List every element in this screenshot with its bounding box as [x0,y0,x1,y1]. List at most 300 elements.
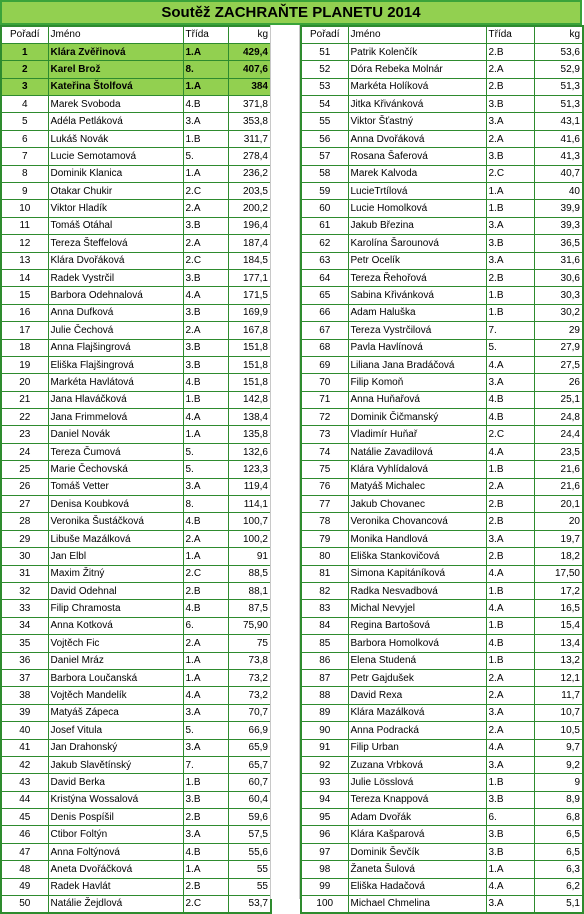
rank-cell: 8 [1,165,48,182]
rank-cell: 96 [301,826,348,843]
kg-cell: 169,9 [228,304,271,321]
name-cell: Tomáš Vetter [48,478,183,495]
rank-cell: 10 [1,200,48,217]
table-row [301,843,583,860]
class-cell: 1.B [486,617,534,634]
rank-cell: 86 [301,652,348,669]
kg-cell: 6,2 [534,878,583,895]
table-row [301,200,583,217]
class-cell: 2.A [183,235,228,252]
rank-cell: 80 [301,548,348,565]
rank-cell: 73 [301,426,348,443]
class-cell: 1.A [183,165,228,182]
page-title: Soutěž ZACHRAŇTE PLANETU 2014 [0,0,582,25]
rank-cell: 70 [301,374,348,391]
kg-cell: 138,4 [228,409,271,426]
table-row [1,322,271,339]
rank-cell: 29 [1,530,48,547]
table-row [301,113,583,130]
name-cell: Denis Pospíšil [48,809,183,826]
table-row [301,443,583,460]
rank-cell: 94 [301,791,348,808]
rank-cell: 36 [1,652,48,669]
rank-cell: 16 [1,304,48,321]
table-row [301,287,583,304]
class-cell: 1.B [486,461,534,478]
rank-cell: 17 [1,322,48,339]
table-row [1,113,271,130]
name-cell: Eliška Flajšingrová [48,356,183,373]
rank-cell: 69 [301,356,348,373]
rank-cell: 83 [301,600,348,617]
rank-cell: 14 [1,269,48,286]
table-row [1,774,271,791]
rank-cell: 42 [1,756,48,773]
table-row [1,617,271,634]
table-row [301,583,583,600]
class-cell: 4.A [183,687,228,704]
rank-cell: 25 [1,461,48,478]
name-cell: Tomáš Otáhal [48,217,183,234]
rank-cell: 32 [1,583,48,600]
rank-cell: 1 [1,43,48,60]
class-cell: 8. [183,61,228,78]
kg-cell: 73,2 [228,669,271,686]
class-cell: 2.B [486,43,534,60]
results-table-right [300,25,584,914]
class-cell: 1.A [183,861,228,878]
rank-cell: 57 [301,148,348,165]
table-row [301,791,583,808]
class-cell: 4.A [486,356,534,373]
kg-cell: 60,4 [228,791,271,808]
table-row [301,896,583,913]
class-cell: 4.A [486,443,534,460]
name-cell: Karel Brož [48,61,183,78]
table-row [301,617,583,634]
kg-cell: 11,7 [534,687,583,704]
class-cell: 3.A [486,252,534,269]
table-row [1,600,271,617]
class-cell: 3.A [486,113,534,130]
class-cell: 3.B [486,96,534,113]
name-cell: Jana Frimmelová [48,409,183,426]
table-row [1,722,271,739]
name-cell: Natálie Žejdlová [48,896,183,913]
class-cell: 4.A [183,287,228,304]
kg-cell: 200,2 [228,200,271,217]
name-cell: Matyáš Zápeca [48,704,183,721]
table-row [1,287,271,304]
name-cell: Jan Elbl [48,548,183,565]
name-cell: David Odehnal [48,583,183,600]
rank-cell: 54 [301,96,348,113]
rank-cell: 81 [301,565,348,582]
table-row [301,478,583,495]
table-row [1,756,271,773]
name-cell: Julie Lösslová [348,774,486,791]
class-cell: 1.A [183,548,228,565]
name-cell: Anna Podracká [348,722,486,739]
rank-cell: 51 [301,43,348,60]
kg-cell: 6,5 [534,826,583,843]
class-cell: 2.B [486,548,534,565]
class-cell: 3.A [486,896,534,913]
name-cell: Maxim Žitný [48,565,183,582]
name-cell: Jakub Slavětínský [48,756,183,773]
table-row [301,722,583,739]
kg-cell: 196,4 [228,217,271,234]
rank-cell: 39 [1,704,48,721]
table-row [301,548,583,565]
rank-cell: 4 [1,96,48,113]
name-cell: Liliana Jana Bradáčová [348,356,486,373]
table-row [301,409,583,426]
table-row [301,861,583,878]
table-row [1,548,271,565]
class-cell: 2.C [183,565,228,582]
header-kg: kg [534,26,583,43]
rank-cell: 85 [301,635,348,652]
table-row [1,148,271,165]
kg-cell: 27,5 [534,356,583,373]
rank-cell: 55 [301,113,348,130]
rank-cell: 21 [1,391,48,408]
name-cell: Veronika Chovancová [348,513,486,530]
table-row [1,391,271,408]
class-cell: 5. [183,148,228,165]
kg-cell: 91 [228,548,271,565]
class-cell: 5. [183,461,228,478]
name-cell: Elena Studená [348,652,486,669]
kg-cell: 41,6 [534,130,583,147]
table-row [1,356,271,373]
class-cell: 1.B [183,130,228,147]
table-row [301,756,583,773]
name-cell: Jakub Chovanec [348,496,486,513]
class-cell: 4.B [183,374,228,391]
name-cell: Filip Komoň [348,374,486,391]
name-cell: Matyáš Michalec [348,478,486,495]
class-cell: 6. [183,617,228,634]
header-rank: Pořadí [301,26,348,43]
rank-cell: 3 [1,78,48,95]
table-row [1,496,271,513]
name-cell: Marek Svoboda [48,96,183,113]
table-row [301,826,583,843]
class-cell: 3.A [183,704,228,721]
table-row [301,809,583,826]
kg-cell: 87,5 [228,600,271,617]
name-cell: Karolína Šarounová [348,235,486,252]
kg-cell: 132,6 [228,443,271,460]
kg-cell: 29 [534,322,583,339]
class-cell: 4.A [486,739,534,756]
rank-cell: 89 [301,704,348,721]
name-cell: Radek Vystrčil [48,269,183,286]
table-row [1,235,271,252]
name-cell: Marek Kalvoda [348,165,486,182]
class-cell: 4.B [183,96,228,113]
name-cell: Jakub Březina [348,217,486,234]
kg-cell: 17,50 [534,565,583,582]
table-row [1,687,271,704]
name-cell: Pavla Havlínová [348,339,486,356]
rank-cell: 59 [301,183,348,200]
class-cell: 1.B [486,200,534,217]
class-cell: 2.B [486,269,534,286]
name-cell: Jan Drahonský [48,739,183,756]
rank-cell: 76 [301,478,348,495]
kg-cell: 27,9 [534,339,583,356]
rank-cell: 41 [1,739,48,756]
table-row [301,165,583,182]
kg-cell: 429,4 [228,43,271,60]
rank-cell: 58 [301,165,348,182]
kg-cell: 9 [534,774,583,791]
rank-cell: 22 [1,409,48,426]
name-cell: Aneta Dvořáčková [48,861,183,878]
rank-cell: 88 [301,687,348,704]
table-row [301,148,583,165]
kg-cell: 167,8 [228,322,271,339]
table-row [1,635,271,652]
rank-cell: 13 [1,252,48,269]
name-cell: Tereza Šteffelová [48,235,183,252]
table-row [1,252,271,269]
rank-cell: 78 [301,513,348,530]
kg-cell: 30,6 [534,269,583,286]
name-cell: Libuše Mazálková [48,530,183,547]
kg-cell: 75,90 [228,617,271,634]
rank-cell: 95 [301,809,348,826]
table-row [301,687,583,704]
rank-cell: 7 [1,148,48,165]
table-row [1,704,271,721]
kg-cell: 55,6 [228,843,271,860]
class-cell: 5. [183,443,228,460]
class-cell: 3.A [183,113,228,130]
class-cell: 2.B [486,496,534,513]
rank-cell: 33 [1,600,48,617]
rank-cell: 12 [1,235,48,252]
name-cell: Adam Haluška [348,304,486,321]
rank-cell: 45 [1,809,48,826]
rank-cell: 75 [301,461,348,478]
kg-cell: 6,3 [534,861,583,878]
name-cell: Kateřina Štolfová [48,78,183,95]
rank-cell: 100 [301,896,348,913]
rank-cell: 74 [301,443,348,460]
class-cell: 1.B [486,774,534,791]
table-row [1,130,271,147]
kg-cell: 20 [534,513,583,530]
kg-cell: 51,3 [534,96,583,113]
rank-cell: 93 [301,774,348,791]
name-cell: Patrik Kolenčík [348,43,486,60]
name-cell: Barbora Homolková [348,635,486,652]
table-row [1,461,271,478]
name-cell: Lucie Homolková [348,200,486,217]
table-row [1,426,271,443]
table-row [301,78,583,95]
table-row [301,217,583,234]
name-cell: Barbora Loučanská [48,669,183,686]
table-row [301,530,583,547]
name-cell: Klára Zvěřinová [48,43,183,60]
class-cell: 3.B [486,826,534,843]
name-cell: Tereza Čumová [48,443,183,460]
class-cell: 2.A [486,687,534,704]
kg-cell: 16,5 [534,600,583,617]
class-cell: 4.B [486,409,534,426]
kg-cell: 171,5 [228,287,271,304]
class-cell: 3.B [183,356,228,373]
name-cell: LucieTrtílová [348,183,486,200]
rank-cell: 34 [1,617,48,634]
table-row [1,183,271,200]
name-cell: Tereza Vystrčilová [348,322,486,339]
class-cell: 1.B [486,652,534,669]
class-cell: 4.A [486,565,534,582]
rank-cell: 2 [1,61,48,78]
kg-cell: 40 [534,183,583,200]
name-cell: Lucie Semotamová [48,148,183,165]
kg-cell: 17,2 [534,583,583,600]
table-row [301,96,583,113]
table-row [301,600,583,617]
name-cell: Vladimír Huňař [348,426,486,443]
rank-cell: 46 [1,826,48,843]
name-cell: Radka Nesvadbová [348,583,486,600]
kg-cell: 66,9 [228,722,271,739]
table-row [301,391,583,408]
rank-cell: 40 [1,722,48,739]
kg-cell: 184,5 [228,252,271,269]
kg-cell: 8,9 [534,791,583,808]
name-cell: Žaneta Šulová [348,861,486,878]
class-cell: 4.A [486,600,534,617]
table-row [1,565,271,582]
table-row [301,878,583,895]
kg-cell: 75 [228,635,271,652]
table-row [301,322,583,339]
rank-cell: 92 [301,756,348,773]
kg-cell: 43,1 [534,113,583,130]
class-cell: 3.A [486,217,534,234]
class-cell: 1.B [486,583,534,600]
kg-cell: 39,3 [534,217,583,234]
class-cell: 1.A [183,669,228,686]
name-cell: Regina Bartošová [348,617,486,634]
name-cell: Petr Ocelík [348,252,486,269]
kg-cell: 311,7 [228,130,271,147]
kg-cell: 12,1 [534,669,583,686]
name-cell: Tereza Řehořová [348,269,486,286]
kg-cell: 55 [228,878,271,895]
kg-cell: 119,4 [228,478,271,495]
kg-cell: 187,4 [228,235,271,252]
class-cell: 2.A [486,478,534,495]
table-row [301,339,583,356]
class-cell: 3.A [486,704,534,721]
name-cell: Anna Huňařová [348,391,486,408]
kg-cell: 142,8 [228,391,271,408]
rank-cell: 49 [1,878,48,895]
kg-cell: 19,7 [534,530,583,547]
class-cell: 3.A [486,756,534,773]
rank-cell: 19 [1,356,48,373]
name-cell: Anna Flajšingrová [48,339,183,356]
name-cell: Kristýna Wossalová [48,791,183,808]
kg-cell: 55 [228,861,271,878]
class-cell: 1.B [486,287,534,304]
name-cell: Anna Dvořáková [348,130,486,147]
rank-cell: 28 [1,513,48,530]
name-cell: Klára Mazálková [348,704,486,721]
name-cell: Klára Kašparová [348,826,486,843]
name-cell: Filip Chramosta [48,600,183,617]
class-cell: 1.A [183,43,228,60]
rank-cell: 65 [301,287,348,304]
table-row [1,269,271,286]
kg-cell: 41,3 [534,148,583,165]
name-cell: Barbora Odehnalová [48,287,183,304]
class-cell: 8. [183,496,228,513]
kg-cell: 9,7 [534,739,583,756]
kg-cell: 177,1 [228,269,271,286]
kg-cell: 236,2 [228,165,271,182]
table-row [301,183,583,200]
name-cell: David Berka [48,774,183,791]
name-cell: Viktor Hladík [48,200,183,217]
name-cell: Natálie Zavadilová [348,443,486,460]
table-row [1,339,271,356]
kg-cell: 114,1 [228,496,271,513]
name-cell: Zuzana Vrbková [348,756,486,773]
class-cell: 4.B [183,843,228,860]
name-cell: Eliška Hadačová [348,878,486,895]
class-cell: 3.B [183,339,228,356]
rank-cell: 62 [301,235,348,252]
kg-cell: 31,6 [534,252,583,269]
kg-cell: 151,8 [228,356,271,373]
kg-cell: 18,2 [534,548,583,565]
rank-cell: 47 [1,843,48,860]
class-cell: 4.B [486,391,534,408]
name-cell: Vojtěch Fic [48,635,183,652]
rank-cell: 60 [301,200,348,217]
name-cell: Anna Dufková [48,304,183,321]
name-cell: Dominik Ševčík [348,843,486,860]
header-row [301,26,583,43]
kg-cell: 9,2 [534,756,583,773]
name-cell: Klára Vyhlídalová [348,461,486,478]
rank-cell: 30 [1,548,48,565]
table-row [1,861,271,878]
name-cell: Petr Gajdušek [348,669,486,686]
kg-cell: 13,2 [534,652,583,669]
kg-cell: 24,8 [534,409,583,426]
class-cell: 1.A [183,426,228,443]
kg-cell: 40,7 [534,165,583,182]
kg-cell: 6,8 [534,809,583,826]
class-cell: 2.B [486,513,534,530]
class-cell: 3.A [183,739,228,756]
name-cell: Monika Handlová [348,530,486,547]
kg-cell: 53,6 [534,43,583,60]
table-row [1,96,271,113]
